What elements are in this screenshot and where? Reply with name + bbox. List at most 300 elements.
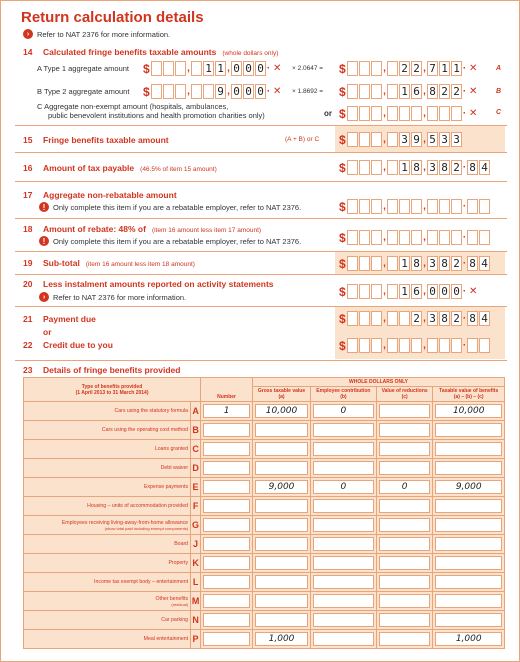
field-taxable[interactable]: [435, 499, 502, 513]
digit-box[interactable]: 0: [451, 284, 462, 299]
digit-box[interactable]: 3: [451, 132, 462, 147]
field-gross[interactable]: [255, 575, 308, 589]
digit-box[interactable]: [347, 256, 358, 271]
dollar-sign: $: [339, 230, 346, 245]
digit-box[interactable]: 8: [439, 256, 450, 271]
digit-box[interactable]: 1: [439, 61, 450, 76]
digit-box[interactable]: 7: [427, 61, 438, 76]
table-row: [24, 440, 505, 459]
digit-box[interactable]: 8: [439, 311, 450, 326]
digit-box[interactable]: 1: [399, 84, 410, 99]
digit-box[interactable]: 0: [439, 284, 450, 299]
table-row: [24, 535, 505, 554]
digit-box[interactable]: [451, 338, 462, 353]
digit-box[interactable]: 3: [399, 132, 410, 147]
col-number-header: Number: [201, 378, 253, 402]
field-emp[interactable]: [313, 632, 374, 646]
q14-b-label: B Type 2 aggregate amount: [37, 87, 130, 96]
digit-box[interactable]: [427, 230, 438, 245]
row-code: F: [191, 497, 201, 516]
field-emp[interactable]: [313, 594, 374, 608]
digit-box[interactable]: [399, 230, 410, 245]
field-taxable[interactable]: [435, 461, 502, 475]
field-emp[interactable]: [313, 423, 374, 437]
digit-box[interactable]: [371, 256, 382, 271]
digit-box[interactable]: [347, 84, 358, 99]
dollar-sign: $: [339, 338, 346, 353]
digit-separator: ,: [383, 313, 386, 325]
dollar-sign: $: [143, 84, 150, 99]
digit-separator: ,: [383, 286, 386, 298]
field-red[interactable]: [379, 499, 431, 513]
ref-note: › Refer to NAT 2376 for more information.: [23, 29, 170, 39]
digit-box[interactable]: [387, 199, 398, 214]
digit-box[interactable]: [387, 106, 398, 121]
digit-box[interactable]: [399, 338, 410, 353]
digit-box[interactable]: [439, 230, 450, 245]
row-code: D: [191, 459, 201, 478]
digit-separator: ,: [423, 258, 426, 270]
cents-box[interactable]: [467, 338, 478, 353]
digit-box[interactable]: [371, 160, 382, 175]
field-emp[interactable]: [313, 461, 374, 475]
digit-box[interactable]: [371, 61, 382, 76]
dollar-sign: $: [339, 284, 346, 299]
digit-box[interactable]: [439, 106, 450, 121]
digit-box[interactable]: [387, 284, 398, 299]
field-number[interactable]: [203, 499, 250, 513]
row-code: E: [191, 478, 201, 497]
digit-separator: ·: [462, 63, 467, 75]
field-taxable[interactable]: [435, 537, 502, 551]
field-red[interactable]: 0: [379, 480, 431, 494]
digit-box[interactable]: [359, 230, 370, 245]
q18-note: ! Only complete this item if you are a rebatable employer, refer to NAT 2376.: [39, 236, 301, 246]
cents-box[interactable]: 8: [467, 256, 478, 271]
field-red[interactable]: [379, 632, 431, 646]
digit-box[interactable]: [399, 199, 410, 214]
digit-box[interactable]: 2: [451, 256, 462, 271]
digit-box[interactable]: [451, 106, 462, 121]
fringe-benefits-table: [23, 377, 505, 649]
field-red[interactable]: [379, 518, 431, 532]
arrow-right-icon: ›: [23, 29, 33, 39]
digit-box[interactable]: [387, 61, 398, 76]
digit-box[interactable]: [359, 61, 370, 76]
q17-amount: [339, 198, 490, 216]
row-label: Income tax exempt body – entertainment: [24, 573, 191, 592]
digit-box[interactable]: [347, 311, 358, 326]
cents-box[interactable]: 4: [479, 311, 490, 326]
row-label: Housing – units of accommodation provided: [24, 497, 191, 516]
q14-b-amount: [143, 83, 281, 101]
field-taxable[interactable]: [435, 613, 502, 627]
field-gross[interactable]: [255, 556, 308, 570]
digit-separator: ,: [423, 201, 426, 213]
field-red[interactable]: [379, 537, 431, 551]
cents-box[interactable]: [467, 230, 478, 245]
digit-box[interactable]: 9: [215, 84, 226, 99]
digit-box[interactable]: 9: [411, 132, 422, 147]
digit-separator: ,: [383, 258, 386, 270]
cents-box[interactable]: [479, 199, 490, 214]
field-red[interactable]: [379, 461, 431, 475]
arrow-right-icon: ›: [39, 292, 49, 302]
digit-box[interactable]: 3: [427, 256, 438, 271]
q14-b-result: [339, 83, 477, 101]
digit-box[interactable]: [371, 199, 382, 214]
field-gross[interactable]: [255, 594, 308, 608]
field-number[interactable]: [203, 461, 250, 475]
field-emp[interactable]: 0: [313, 404, 374, 418]
q23-heading: 23 Details of fringe benefits provided: [23, 365, 181, 375]
q16-heading: 16 Amount of tax payable (46.5% of item 15 amount): [23, 163, 217, 173]
digit-box[interactable]: [411, 106, 422, 121]
table-row: [24, 611, 505, 630]
field-emp[interactable]: [313, 518, 374, 532]
digit-box[interactable]: [359, 132, 370, 147]
field-number[interactable]: [203, 575, 250, 589]
field-number[interactable]: [203, 632, 250, 646]
digit-box[interactable]: 5: [427, 132, 438, 147]
digit-box[interactable]: [163, 61, 174, 76]
digit-box[interactable]: 8: [427, 84, 438, 99]
digit-box[interactable]: 2: [451, 160, 462, 175]
digit-box[interactable]: [347, 132, 358, 147]
field-number[interactable]: [203, 442, 250, 456]
field-number[interactable]: [203, 594, 250, 608]
digit-separator: ,: [383, 340, 386, 352]
table-row: [24, 554, 505, 573]
dollar-sign: $: [339, 106, 346, 121]
q14-c-result: [339, 105, 477, 123]
dollar-sign: $: [339, 311, 346, 326]
dollar-sign: $: [339, 84, 346, 99]
divider: [15, 274, 507, 275]
cross-icon: ✕: [469, 63, 478, 75]
col-gross-header: Gross taxable value (a): [253, 387, 311, 402]
digit-box[interactable]: 8: [439, 160, 450, 175]
digit-separator: ,: [423, 108, 426, 120]
digit-separator: ·: [266, 63, 271, 75]
digit-box[interactable]: [151, 84, 162, 99]
digit-box[interactable]: [427, 199, 438, 214]
field-gross[interactable]: [255, 537, 308, 551]
digit-box[interactable]: [411, 338, 422, 353]
divider: [15, 360, 507, 361]
q14-a-amount: [143, 60, 281, 78]
field-emp[interactable]: [313, 537, 374, 551]
digit-box[interactable]: 2: [451, 311, 462, 326]
digit-separator: ·: [462, 258, 467, 270]
digit-box[interactable]: [347, 61, 358, 76]
dollar-sign: $: [339, 160, 346, 175]
digit-separator: ,: [187, 63, 190, 75]
field-red[interactable]: [379, 556, 431, 570]
digit-box[interactable]: 1: [399, 160, 410, 175]
digit-box[interactable]: 6: [411, 84, 422, 99]
field-red[interactable]: [379, 594, 431, 608]
field-taxable[interactable]: [435, 442, 502, 456]
digit-box[interactable]: [151, 61, 162, 76]
digit-box[interactable]: [203, 84, 214, 99]
q14-a-result: [339, 60, 477, 78]
digit-separator: ·: [462, 232, 467, 244]
digit-box[interactable]: 2: [411, 61, 422, 76]
digit-box[interactable]: 2: [439, 84, 450, 99]
digit-box[interactable]: [359, 256, 370, 271]
digit-box[interactable]: [451, 230, 462, 245]
field-number[interactable]: [203, 423, 250, 437]
field-emp[interactable]: [313, 442, 374, 456]
digit-box[interactable]: 0: [243, 61, 254, 76]
digit-box[interactable]: [359, 160, 370, 175]
digit-box[interactable]: [439, 199, 450, 214]
field-emp[interactable]: [313, 499, 374, 513]
digit-box[interactable]: 1: [451, 61, 462, 76]
col-red-header: Value of reductions (c): [376, 387, 433, 402]
digit-separator: ,: [383, 162, 386, 174]
field-number[interactable]: [203, 518, 250, 532]
digit-box[interactable]: 3: [427, 311, 438, 326]
q19-heading: 19 Sub-total (item 16 amount less item 18 amount): [23, 258, 195, 268]
field-red[interactable]: [379, 575, 431, 589]
digit-box[interactable]: [175, 84, 186, 99]
digit-box[interactable]: [175, 61, 186, 76]
digit-separator: ,: [423, 162, 426, 174]
field-gross[interactable]: [255, 613, 308, 627]
q20-amount: [339, 283, 477, 301]
digit-box[interactable]: [359, 106, 370, 121]
cents-box[interactable]: 8: [467, 311, 478, 326]
digit-box[interactable]: 3: [439, 132, 450, 147]
digit-separator: ,: [423, 63, 426, 75]
field-taxable[interactable]: 1,000: [435, 632, 502, 646]
digit-box[interactable]: [371, 284, 382, 299]
q16-amount: [339, 159, 490, 177]
field-gross[interactable]: [255, 499, 308, 513]
digit-box[interactable]: [347, 338, 358, 353]
digit-box[interactable]: [387, 311, 398, 326]
digit-box[interactable]: [163, 84, 174, 99]
q21-amount: [339, 310, 490, 328]
q14-a-letter: A: [496, 65, 502, 72]
field-number[interactable]: [203, 613, 250, 627]
digit-box[interactable]: [387, 132, 398, 147]
digit-separator: ,: [423, 134, 426, 146]
field-gross[interactable]: 10,000: [255, 404, 308, 418]
q14-c-label-2: public benevolent institutions and health promotion charities only): [48, 111, 265, 120]
digit-box[interactable]: [359, 199, 370, 214]
digit-box[interactable]: [359, 84, 370, 99]
field-emp[interactable]: [313, 556, 374, 570]
digit-box[interactable]: [371, 132, 382, 147]
digit-box[interactable]: 8: [411, 256, 422, 271]
warning-icon: !: [39, 236, 49, 246]
digit-box[interactable]: [371, 230, 382, 245]
field-number[interactable]: [203, 537, 250, 551]
digit-box[interactable]: 0: [255, 84, 266, 99]
field-emp[interactable]: [313, 613, 374, 627]
field-number[interactable]: [203, 556, 250, 570]
digit-box[interactable]: 1: [215, 61, 226, 76]
digit-box[interactable]: [371, 338, 382, 353]
col-tax-header: Taxable value of benefits (a) – (b) – (c): [433, 387, 505, 402]
digit-box[interactable]: [359, 284, 370, 299]
row-label: Meal entertainment: [24, 630, 191, 649]
row-code: C: [191, 440, 201, 459]
field-number[interactable]: 1: [203, 404, 250, 418]
q15-heading: 15 Fringe benefits taxable amount: [23, 135, 169, 145]
row-label: Car parking: [24, 611, 191, 630]
q17-note: ! Only complete this item if you are a rebatable employer, refer to NAT 2376.: [39, 202, 301, 212]
cents-box[interactable]: 4: [479, 256, 490, 271]
field-emp[interactable]: [313, 575, 374, 589]
digit-box[interactable]: 2: [451, 84, 462, 99]
digit-box[interactable]: [427, 338, 438, 353]
digit-box[interactable]: [387, 256, 398, 271]
q14-b-letter: B: [496, 88, 502, 95]
field-red[interactable]: [379, 442, 431, 456]
digit-box[interactable]: 1: [399, 256, 410, 271]
q20-heading: 20 Less instalment amounts reported on activity statements: [23, 279, 274, 289]
digit-separator: ·: [462, 286, 467, 298]
q14-a-mult: × 2.0647 =: [292, 65, 324, 72]
digit-separator: ·: [462, 201, 467, 213]
digit-box[interactable]: [451, 199, 462, 214]
field-gross[interactable]: [255, 442, 308, 456]
cents-box[interactable]: 4: [479, 160, 490, 175]
digit-box[interactable]: [347, 284, 358, 299]
row-label: Other benefits (residual): [24, 592, 191, 611]
digit-box[interactable]: [371, 84, 382, 99]
field-number[interactable]: [203, 480, 250, 494]
digit-separator: ,: [423, 232, 426, 244]
digit-box[interactable]: 1: [203, 61, 214, 76]
digit-box[interactable]: 8: [411, 160, 422, 175]
digit-box[interactable]: [427, 106, 438, 121]
cents-box[interactable]: 8: [467, 160, 478, 175]
digit-box[interactable]: [411, 199, 422, 214]
q14-c-label-1: C Aggregate non-exempt amount (hospitals, ambulances,: [37, 102, 229, 111]
digit-box[interactable]: [371, 311, 382, 326]
field-red[interactable]: [379, 613, 431, 627]
digit-box[interactable]: [371, 106, 382, 121]
table-row: [24, 592, 505, 611]
digit-separator: ·: [462, 86, 467, 98]
digit-box[interactable]: [359, 338, 370, 353]
field-taxable[interactable]: [435, 423, 502, 437]
digit-box[interactable]: [347, 230, 358, 245]
page-title: Return calculation details: [21, 9, 204, 26]
q14-b-mult: × 1.8692 =: [292, 88, 324, 95]
digit-box[interactable]: 0: [243, 84, 254, 99]
digit-box[interactable]: 0: [255, 61, 266, 76]
row-label: Property: [24, 554, 191, 573]
q14-c-letter: C: [496, 109, 502, 116]
field-taxable[interactable]: [435, 594, 502, 608]
q22-heading: 22 Credit due to you: [23, 340, 113, 350]
digit-box[interactable]: 1: [399, 284, 410, 299]
field-taxable[interactable]: [435, 575, 502, 589]
cents-box[interactable]: [479, 230, 490, 245]
digit-box[interactable]: [359, 311, 370, 326]
digit-separator: ,: [383, 201, 386, 213]
digit-box[interactable]: 0: [427, 284, 438, 299]
cross-icon: ✕: [273, 63, 282, 75]
digit-box[interactable]: 0: [231, 61, 242, 76]
q22-amount: [339, 337, 490, 355]
q17-heading: 17 Aggregate non-rebatable amount: [23, 190, 177, 200]
field-red[interactable]: [379, 404, 431, 418]
digit-box[interactable]: [399, 106, 410, 121]
whole-dollars-header: WHOLE DOLLARS ONLY: [253, 378, 505, 387]
row-code: P: [191, 630, 201, 649]
row-label: Loans granted: [24, 440, 191, 459]
field-taxable[interactable]: 10,000: [435, 404, 502, 418]
or-label: or: [43, 327, 52, 337]
digit-box[interactable]: [399, 311, 410, 326]
field-red[interactable]: [379, 423, 431, 437]
digit-box[interactable]: [387, 160, 398, 175]
digit-box[interactable]: [191, 61, 202, 76]
digit-separator: ,: [423, 313, 426, 325]
digit-box[interactable]: [387, 84, 398, 99]
field-gross[interactable]: 9,000: [255, 480, 308, 494]
dollar-sign: $: [143, 61, 150, 76]
digit-box[interactable]: 2: [399, 61, 410, 76]
digit-box[interactable]: [387, 230, 398, 245]
divider: [15, 181, 507, 182]
digit-box[interactable]: [411, 230, 422, 245]
field-gross[interactable]: [255, 423, 308, 437]
field-taxable[interactable]: [435, 556, 502, 570]
digit-separator: ,: [383, 86, 386, 98]
digit-separator: ·: [266, 86, 271, 98]
digit-box[interactable]: [439, 338, 450, 353]
digit-box[interactable]: 6: [411, 284, 422, 299]
field-taxable[interactable]: 9,000: [435, 480, 502, 494]
field-gross[interactable]: [255, 518, 308, 532]
divider: [15, 218, 507, 219]
digit-box[interactable]: [347, 160, 358, 175]
table-row: [24, 497, 505, 516]
divider: [15, 152, 507, 153]
cents-box[interactable]: [479, 338, 490, 353]
field-gross[interactable]: [255, 461, 308, 475]
table-row: [24, 630, 505, 649]
q14-heading: 14 Calculated fringe benefits taxable amounts (whole dollars only): [23, 47, 279, 57]
field-gross[interactable]: 1,000: [255, 632, 308, 646]
digit-separator: ·: [462, 162, 467, 174]
digit-box[interactable]: [387, 338, 398, 353]
digit-box[interactable]: [347, 106, 358, 121]
digit-box[interactable]: [347, 199, 358, 214]
digit-box[interactable]: [191, 84, 202, 99]
col-type-header: Type of benefits provided (1 April 2013 to 31 March 2014): [24, 378, 201, 402]
digit-box[interactable]: 2: [411, 311, 422, 326]
q21-heading: 21 Payment due: [23, 314, 96, 324]
digit-separator: ,: [383, 108, 386, 120]
digit-box[interactable]: 0: [231, 84, 242, 99]
field-taxable[interactable]: [435, 518, 502, 532]
field-emp[interactable]: 0: [313, 480, 374, 494]
cents-box[interactable]: [467, 199, 478, 214]
row-label: Cars using the operating cost method: [24, 421, 191, 440]
digit-box[interactable]: 3: [427, 160, 438, 175]
digit-separator: ,: [227, 86, 230, 98]
digit-separator: ·: [462, 108, 467, 120]
